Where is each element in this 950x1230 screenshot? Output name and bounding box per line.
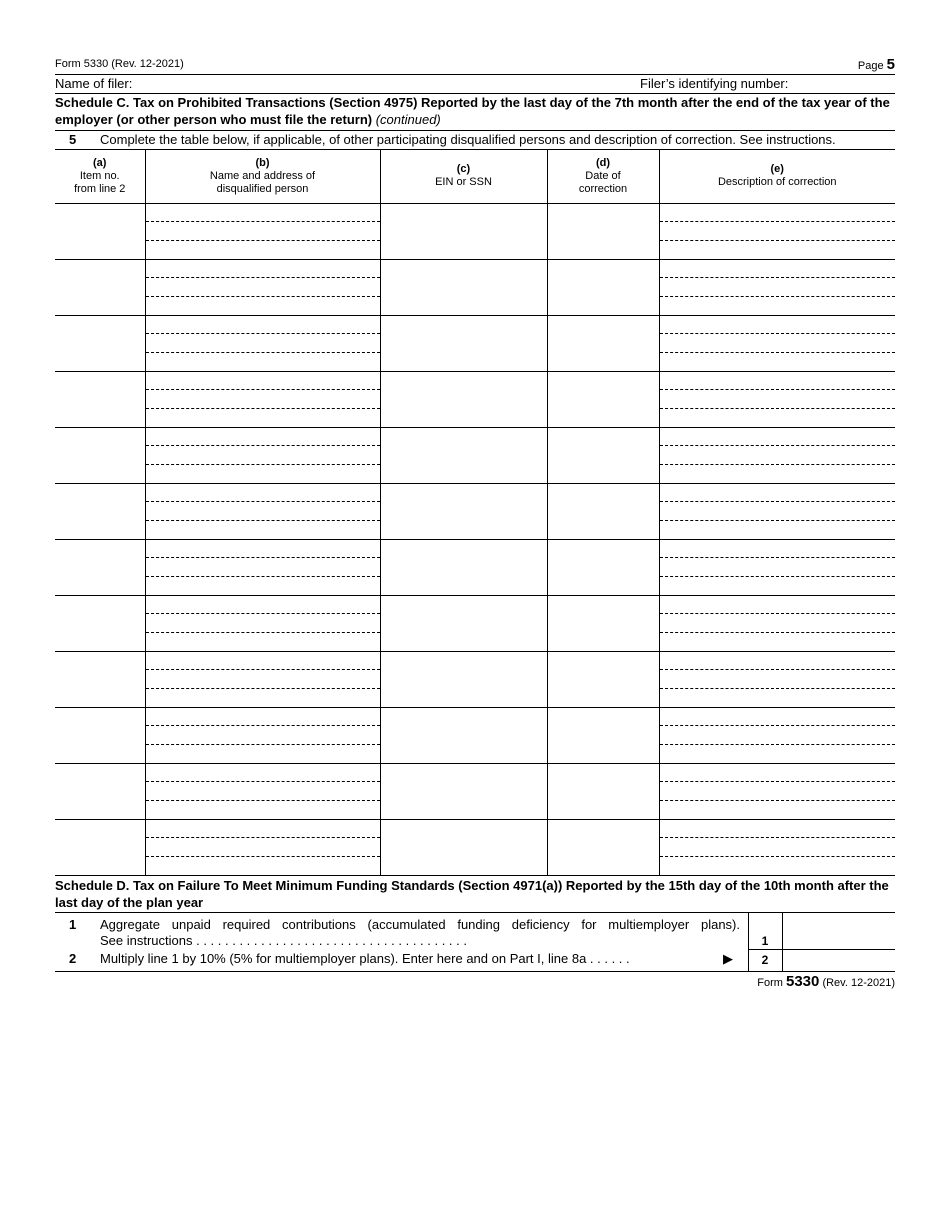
name-address-cell[interactable] xyxy=(145,764,380,820)
correction-date-cell[interactable] xyxy=(547,428,659,484)
item-no-cell[interactable] xyxy=(55,484,145,540)
col-b-letter: (b) xyxy=(255,156,270,169)
col-d-letter: (d) xyxy=(595,156,611,169)
name-address-cell[interactable] xyxy=(145,372,380,428)
line-2-number: 2 xyxy=(69,951,77,966)
line-2-box-label: 2 xyxy=(761,953,769,967)
table-body xyxy=(55,204,895,876)
dashed-line xyxy=(146,856,380,857)
item-no-cell[interactable] xyxy=(55,596,145,652)
ein-ssn-cell[interactable] xyxy=(380,204,547,260)
correction-description-cell[interactable] xyxy=(659,372,895,428)
col-d-header xyxy=(547,149,659,204)
dashed-line xyxy=(660,352,896,353)
dashed-line xyxy=(146,501,380,502)
item-no-cell[interactable] xyxy=(55,428,145,484)
table-row xyxy=(55,708,895,764)
ein-ssn-cell[interactable] xyxy=(380,596,547,652)
correction-description-cell[interactable] xyxy=(659,652,895,708)
col-b-label-2: disqualified person xyxy=(216,182,309,195)
ein-ssn-cell[interactable] xyxy=(380,708,547,764)
schedule-d-title: Schedule D. Tax on Failure To Meet Minimum Funding Standards (Section 4971(a)) Reported by the 15th day of the 10th month after the last day of the plan year xyxy=(55,878,889,910)
name-address-cell[interactable] xyxy=(145,260,380,316)
item-no-cell[interactable] xyxy=(55,820,145,876)
dashed-line xyxy=(146,800,380,801)
correction-date-cell[interactable] xyxy=(547,764,659,820)
table-row xyxy=(55,428,895,484)
correction-description-cell[interactable] xyxy=(659,260,895,316)
name-address-cell[interactable] xyxy=(145,820,380,876)
ein-ssn-cell[interactable] xyxy=(380,372,547,428)
correction-description-cell[interactable] xyxy=(659,428,895,484)
correction-description-cell[interactable] xyxy=(659,596,895,652)
correction-description-cell[interactable] xyxy=(659,316,895,372)
table-row xyxy=(55,540,895,596)
name-address-cell[interactable] xyxy=(145,428,380,484)
filer-name-label[interactable]: Name of filer: xyxy=(55,76,133,91)
dashed-line xyxy=(660,501,896,502)
line-1-text-b: See instructions . . . . . . . . . . . . . . . . . . . . . . . . . . . . . . . . . . . . . . xyxy=(100,933,467,948)
correction-date-cell[interactable] xyxy=(547,708,659,764)
line-1-box xyxy=(748,913,781,949)
ein-ssn-cell[interactable] xyxy=(380,540,547,596)
dashed-line xyxy=(660,557,896,558)
table-row xyxy=(55,596,895,652)
dashed-line xyxy=(660,725,896,726)
dashed-line xyxy=(146,445,380,446)
dashed-line xyxy=(146,464,380,465)
ein-ssn-cell[interactable] xyxy=(380,820,547,876)
table-header-row xyxy=(55,149,895,204)
dashed-line xyxy=(146,688,380,689)
correction-description-cell[interactable] xyxy=(659,484,895,540)
correction-description-cell[interactable] xyxy=(659,204,895,260)
col-e-letter: (e) xyxy=(770,163,784,175)
name-address-cell[interactable] xyxy=(145,316,380,372)
col-a-header xyxy=(55,149,145,204)
dashed-line xyxy=(146,744,380,745)
correction-date-cell[interactable] xyxy=(547,596,659,652)
correction-date-cell[interactable] xyxy=(547,204,659,260)
page-label: Page xyxy=(857,60,884,72)
line-1-box-label: 1 xyxy=(761,934,769,948)
schedule-c-continued: (continued) xyxy=(375,112,441,127)
correction-date-cell[interactable] xyxy=(547,316,659,372)
line-5 xyxy=(55,130,895,150)
dashed-line xyxy=(660,781,896,782)
dashed-line xyxy=(660,632,896,633)
dashed-line xyxy=(660,389,896,390)
table-row xyxy=(55,764,895,820)
item-no-cell[interactable] xyxy=(55,260,145,316)
dashed-line xyxy=(146,520,380,521)
line-1-text-a: Aggregate unpaid required contributions (accumulated funding deficiency for multiemployer plans). xyxy=(100,917,740,932)
filer-ein-label[interactable]: Filer’s identifying number: xyxy=(640,76,789,91)
dashed-line xyxy=(660,240,896,241)
dashed-line xyxy=(146,781,380,782)
col-a-label-1: Item no. xyxy=(79,169,120,182)
correction-date-cell[interactable] xyxy=(547,484,659,540)
line-5-text: Complete the table below, if applicable, of other participating disqualified persons and description of correction. See instructions. xyxy=(100,132,836,147)
dashed-line xyxy=(660,296,896,297)
footer-form-prefix: Form xyxy=(757,977,783,989)
name-address-cell[interactable] xyxy=(145,484,380,540)
dashed-line xyxy=(660,800,896,801)
dashed-line xyxy=(146,333,380,334)
table-row xyxy=(55,372,895,428)
dashed-line xyxy=(660,464,896,465)
dashed-line xyxy=(146,389,380,390)
correction-date-cell[interactable] xyxy=(547,652,659,708)
col-c-header xyxy=(380,149,547,204)
line-2-box xyxy=(748,950,781,971)
dashed-line xyxy=(660,744,896,745)
dashed-line xyxy=(146,221,380,222)
footer-rev: (Rev. 12-2021) xyxy=(822,977,895,989)
ein-ssn-cell[interactable] xyxy=(380,316,547,372)
table-row xyxy=(55,652,895,708)
line-5-number: 5 xyxy=(69,132,77,147)
ein-ssn-cell[interactable] xyxy=(380,652,547,708)
form-id: Form 5330 (Rev. 12-2021) xyxy=(55,58,184,70)
page-number-label xyxy=(858,56,895,73)
dashed-line xyxy=(146,669,380,670)
name-address-cell[interactable] xyxy=(145,596,380,652)
name-address-cell[interactable] xyxy=(145,540,380,596)
dashed-line xyxy=(660,445,896,446)
line-1-number: 1 xyxy=(69,917,77,932)
dashed-line xyxy=(660,856,896,857)
dashed-line xyxy=(146,296,380,297)
dashed-line xyxy=(146,277,380,278)
col-b-label-1: Name and address of xyxy=(209,169,316,182)
col-a-letter: (a) xyxy=(93,156,107,169)
dashed-line xyxy=(660,688,896,689)
col-c-letter: (c) xyxy=(456,163,471,175)
dashed-line xyxy=(146,613,380,614)
item-no-cell[interactable] xyxy=(55,316,145,372)
col-c-label-1: EIN or SSN xyxy=(435,176,492,188)
col-d-label-2: correction xyxy=(578,182,628,195)
filer-row xyxy=(55,74,895,94)
line-2-text: Multiply line 1 by 10% (5% for multiemployer plans). Enter here and on Part I, line 8a . . . . . . xyxy=(100,951,630,966)
table-row xyxy=(55,316,895,372)
dashed-line xyxy=(660,333,896,334)
dashed-line xyxy=(660,277,896,278)
dashed-line xyxy=(146,837,380,838)
correction-description-cell[interactable] xyxy=(659,708,895,764)
dashed-line xyxy=(146,557,380,558)
dashed-line xyxy=(146,240,380,241)
table-row xyxy=(55,204,895,260)
col-b-header xyxy=(145,149,380,204)
correction-date-cell[interactable] xyxy=(547,260,659,316)
footer-form-number: 5330 xyxy=(786,973,820,990)
dashed-line xyxy=(146,576,380,577)
line-2-arrow-icon: ▶ xyxy=(723,951,733,966)
table-row xyxy=(55,820,895,876)
dashed-line xyxy=(146,632,380,633)
correction-description-cell[interactable] xyxy=(659,820,895,876)
name-address-cell[interactable] xyxy=(145,652,380,708)
item-no-cell[interactable] xyxy=(55,708,145,764)
dashed-line xyxy=(660,576,896,577)
dashed-line xyxy=(660,408,896,409)
dashed-line xyxy=(146,352,380,353)
item-no-cell[interactable] xyxy=(55,372,145,428)
schedule-d-lines xyxy=(55,912,895,972)
ein-ssn-cell[interactable] xyxy=(380,484,547,540)
page-footer xyxy=(757,973,895,990)
col-e-label-1: Description of correction xyxy=(717,176,837,188)
ein-ssn-cell[interactable] xyxy=(380,428,547,484)
correction-date-cell[interactable] xyxy=(547,820,659,876)
col-a-label-2: from line 2 xyxy=(74,182,126,195)
schedule-c-title-text: Schedule C. Tax on Prohibited Transactions (Section 4975) Reported by the last day of the 7th month after the end of the tax year of the employer (or other person who must file the return) xyxy=(55,95,890,127)
page-header xyxy=(55,56,895,74)
col-e-header xyxy=(659,149,895,204)
dashed-line xyxy=(660,221,896,222)
table-row xyxy=(55,260,895,316)
line-1-amount[interactable] xyxy=(782,913,895,949)
ein-ssn-cell[interactable] xyxy=(380,764,547,820)
correction-table xyxy=(55,149,895,876)
line-2-amount[interactable] xyxy=(782,950,895,971)
name-address-cell[interactable] xyxy=(145,204,380,260)
table-row xyxy=(55,484,895,540)
dashed-line xyxy=(660,520,896,521)
dashed-line xyxy=(660,613,896,614)
dashed-line xyxy=(660,669,896,670)
correction-date-cell[interactable] xyxy=(547,372,659,428)
dashed-line xyxy=(146,725,380,726)
schedule-c-title xyxy=(55,94,895,128)
item-no-cell[interactable] xyxy=(55,764,145,820)
col-d-label-1: Date of xyxy=(585,169,621,182)
page-number: 5 xyxy=(886,56,895,73)
item-no-cell[interactable] xyxy=(55,540,145,596)
correction-date-cell[interactable] xyxy=(547,540,659,596)
correction-description-cell[interactable] xyxy=(659,540,895,596)
correction-description-cell[interactable] xyxy=(659,764,895,820)
item-no-cell[interactable] xyxy=(55,204,145,260)
item-no-cell[interactable] xyxy=(55,652,145,708)
dashed-line xyxy=(660,837,896,838)
name-address-cell[interactable] xyxy=(145,708,380,764)
dashed-line xyxy=(146,408,380,409)
ein-ssn-cell[interactable] xyxy=(380,260,547,316)
